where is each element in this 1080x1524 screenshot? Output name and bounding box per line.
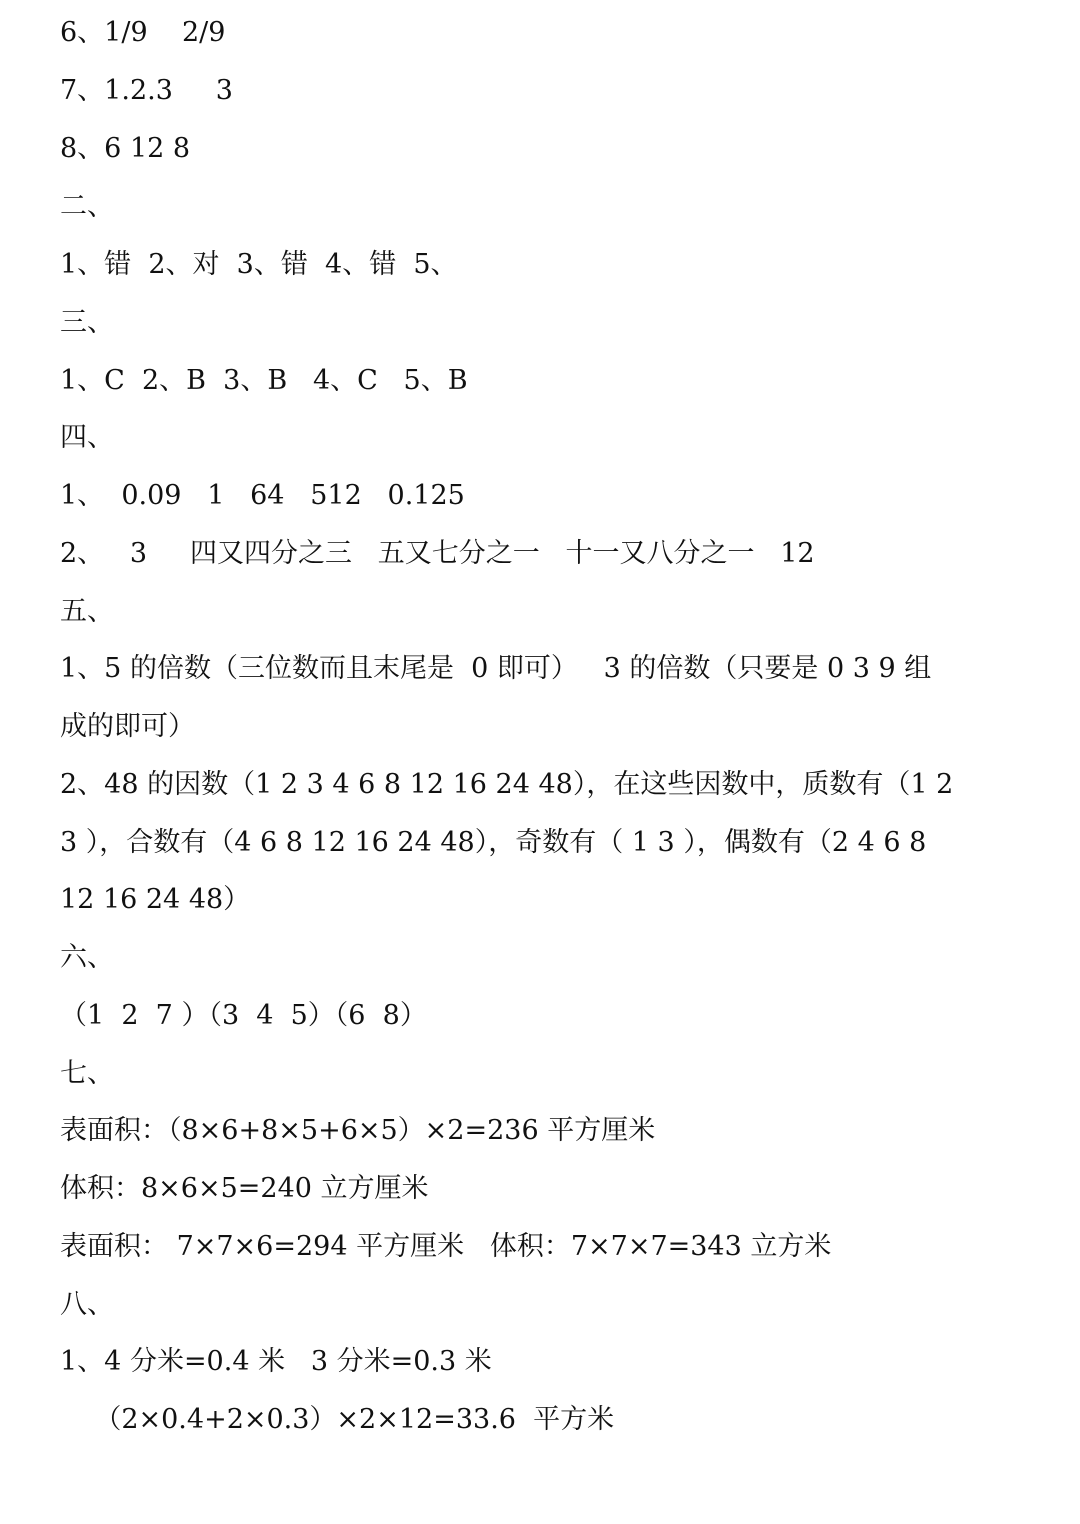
section-8-answer-calc: （2×0.4+2×0.3）×2×12=33.6 平方米 bbox=[60, 1404, 615, 1435]
answer-line-8: 8、6 12 8 bbox=[60, 133, 191, 164]
section-7-cube: 表面积： 7×7×6=294 平方厘米 体积：7×7×7=343 立方米 bbox=[60, 1231, 832, 1262]
section-6-answers: （1 2 7 ）（3 4 5）（6 8） bbox=[60, 1000, 427, 1031]
section-2-answers: 1、错 2、对 3、错 4、错 5、 bbox=[60, 249, 458, 280]
section-7-surface-1: 表面积：（8×6+8×5+6×5）×2=236 平方厘米 bbox=[60, 1115, 656, 1146]
section-3-answers: 1、C 2、B 3、B 4、C 5、B bbox=[60, 365, 468, 396]
section-5-heading: 五、 bbox=[60, 596, 114, 627]
section-5-answer-1b: 成的即可） bbox=[60, 711, 195, 742]
section-4-answer-1: 1、 0.09 1 64 512 0.125 bbox=[60, 480, 465, 511]
section-5-answer-2a: 2、48 的因数（1 2 3 4 6 8 12 16 24 48），在这些因数中，质数有（1 2 bbox=[60, 769, 954, 800]
section-8-heading: 八、 bbox=[60, 1289, 114, 1320]
section-7-volume-1: 体积：8×6×5=240 立方厘米 bbox=[60, 1173, 429, 1204]
section-2-heading: 二、 bbox=[60, 191, 114, 222]
section-3-heading: 三、 bbox=[60, 307, 114, 338]
section-8-answer-1: 1、4 分米=0.4 米 3 分米=0.3 米 bbox=[60, 1346, 492, 1377]
section-4-heading: 四、 bbox=[60, 422, 114, 453]
section-5-answer-1a: 1、5 的倍数（三位数而且末尾是 0 即可） 3 的倍数（只要是 0 3 9 组 bbox=[60, 653, 932, 684]
section-6-heading: 六、 bbox=[60, 942, 114, 973]
answer-line-7: 7、1.2.3 3 bbox=[60, 75, 233, 106]
section-4-answer-2: 2、 3 四又四分之三 五又七分之一 十一又八分之一 12 bbox=[60, 538, 815, 569]
answer-line-6: 6、1/9 2/9 bbox=[60, 17, 226, 48]
section-7-heading: 七、 bbox=[60, 1058, 114, 1089]
section-5-answer-2b: 3 ），合数有（4 6 8 12 16 24 48），奇数有（ 1 3 ），偶数有（2 4 6 8 bbox=[60, 827, 927, 858]
section-5-answer-2c: 12 16 24 48） bbox=[60, 884, 251, 915]
